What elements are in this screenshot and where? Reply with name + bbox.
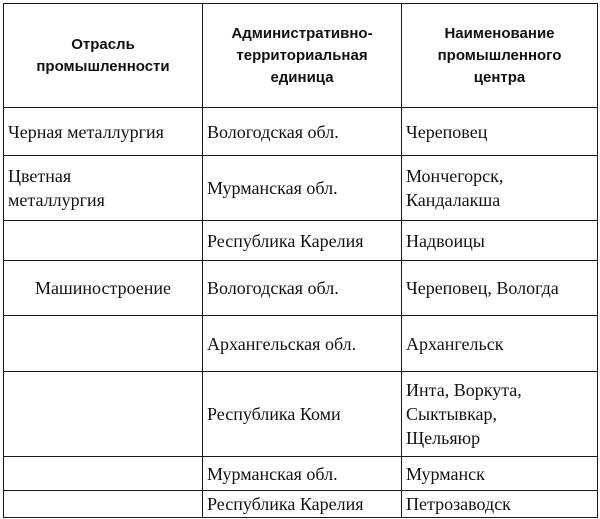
center-cell: Петрозаводск (402, 491, 598, 518)
industry-cell: Цветная металлургия (4, 156, 203, 221)
center-cell: Надвоицы (402, 221, 598, 261)
table-row (4, 108, 598, 156)
industry-cell: Машиностроение (4, 261, 203, 316)
header-row (4, 4, 598, 108)
table-row (4, 372, 598, 457)
admin-unit-cell: Архангельская обл. (203, 316, 402, 372)
admin-unit-cell: Республика Карелия (203, 491, 402, 518)
center-cell: Мурманск (402, 457, 598, 491)
admin-unit-cell: Республика Коми (203, 372, 402, 457)
admin-unit-cell: Вологодская обл. (203, 261, 402, 316)
table-row (4, 316, 598, 372)
header-industry: Отрасль промышленности (4, 4, 203, 108)
center-cell: Инта, Воркута, Сыктывкар, Щельяюр (402, 372, 598, 457)
admin-unit-cell: Вологодская обл. (203, 108, 402, 156)
header-admin-unit: Административно- территориальная единица (203, 4, 402, 108)
industry-cell (4, 491, 203, 518)
center-cell: Архангельск (402, 316, 598, 372)
table-row (4, 491, 598, 518)
admin-unit-cell: Республика Карелия (203, 221, 402, 261)
center-cell: Череповец, Вологда (402, 261, 598, 316)
industry-cell: Черная металлургия (4, 108, 203, 156)
table-row (4, 457, 598, 491)
admin-unit-cell: Мурманская обл. (203, 156, 402, 221)
admin-unit-cell: Мурманская обл. (203, 457, 402, 491)
header-industrial-center: Наименование промышленного центра (402, 4, 598, 108)
center-cell: Мончегорск, Кандалакша (402, 156, 598, 221)
table-row (4, 261, 598, 316)
industry-centers-table (3, 3, 598, 518)
table-row (4, 156, 598, 221)
industry-cell (4, 457, 203, 491)
industry-cell (4, 316, 203, 372)
table-row (4, 221, 598, 261)
center-cell: Череповец (402, 108, 598, 156)
industry-cell (4, 372, 203, 457)
industry-cell (4, 221, 203, 261)
